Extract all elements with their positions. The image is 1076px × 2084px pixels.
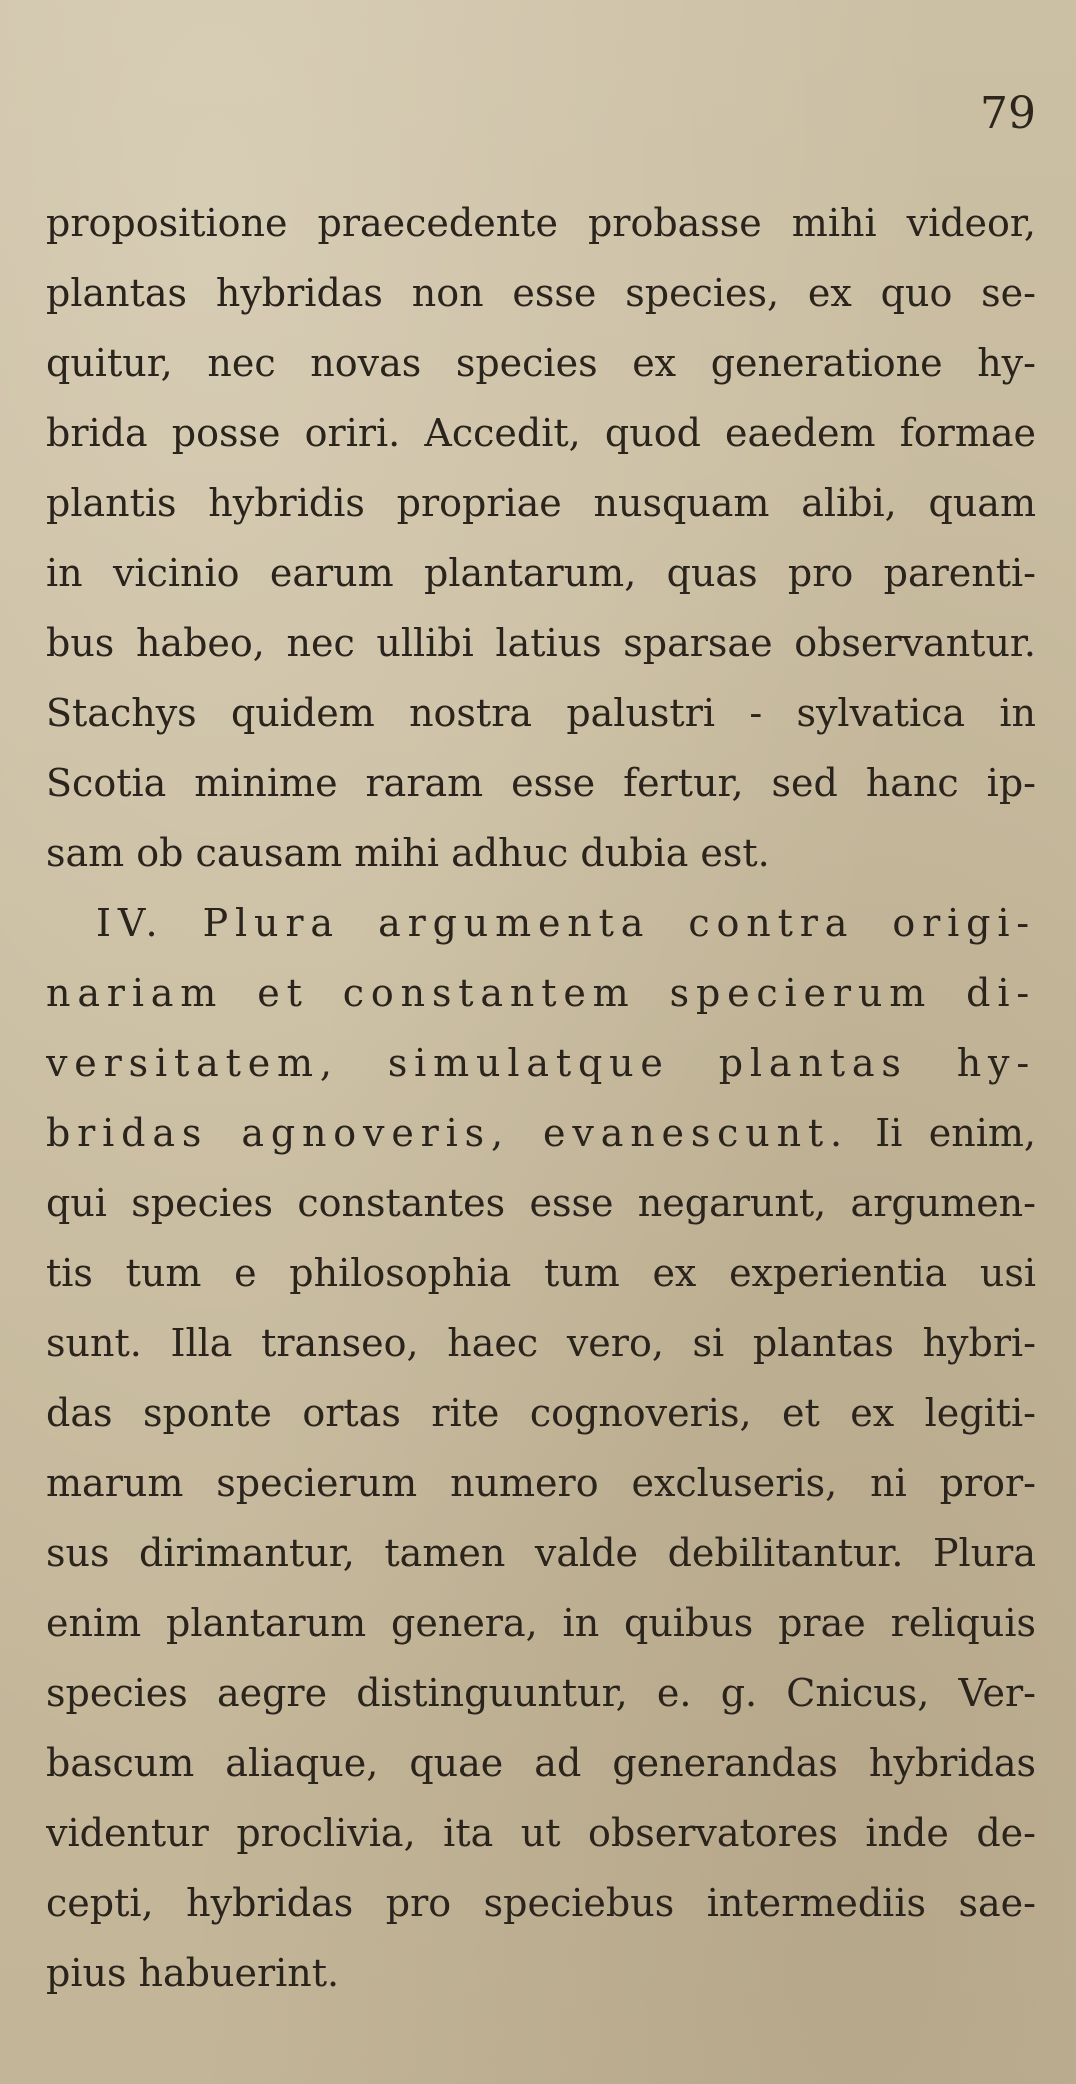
text-line: plantas hybridas non esse species, ex quo se- [46,271,1036,315]
body-text [46,188,1036,2008]
text-line: brida posse oriri. Accedit, quod eaedem formae [46,411,1036,455]
text-line: Scotia minime raram esse fertur, sed hanc ip- [46,761,1036,805]
section-heading-line: IV. Plura argumenta contra origi- [96,901,1036,945]
text-line: enim plantarum genera, in quibus prae reliquis [46,1601,1036,1645]
text-line: sunt. Illa transeo, haec vero, si plantas hybri- [46,1321,1036,1365]
mixed-text-line [46,1098,1036,1168]
text-line: das sponte ortas rite cognoveris, et ex legiti- [46,1391,1036,1435]
text-line: marum specierum numero excluseris, ni pror- [46,1461,1036,1505]
text-line: cepti, hybridas pro speciebus intermediis sae- [46,1881,1036,1925]
text-line: bascum aliaque, quae ad generandas hybridas [46,1741,1036,1785]
text-line: qui species constantes esse negarunt, argumen- [46,1181,1036,1225]
text-line: propositione praecedente probasse mihi videor, [46,201,1036,245]
text-line: species aegre distinguuntur, e. g. Cnicus, Ver- [46,1671,1036,1715]
text-line: Stachys quidem nostra palustri - sylvatica in [46,691,1036,735]
text-line: quitur, nec novas species ex generatione hy- [46,341,1036,385]
text-line: videntur proclivia, ita ut observatores inde de- [46,1811,1036,1855]
text-line: plantis hybridis propriae nusquam alibi, quam [46,481,1036,525]
spaced-text-span: bridas agnoveris, evanescunt. [46,1111,849,1155]
text-line: sus dirimantur, tamen valde debilitantur. Plura [46,1531,1036,1575]
text-span: Ii enim, [875,1111,1036,1155]
spaced-text-line: nariam et constantem specierum di- [46,971,1036,1015]
spaced-text-line: versitatem, simulatque plantas hy- [46,1041,1036,1085]
text-line: pius habuerint. [46,1951,340,1995]
text-line: in vicinio earum plantarum, quas pro parenti- [46,551,1036,595]
page-number: 79 [980,88,1036,139]
text-line: tis tum e philosophia tum ex experientia usi [46,1251,1036,1295]
text-line: bus habeo, nec ullibi latius sparsae observantur. [46,621,1036,665]
text-line: sam ob causam mihi adhuc dubia est. [46,831,770,875]
